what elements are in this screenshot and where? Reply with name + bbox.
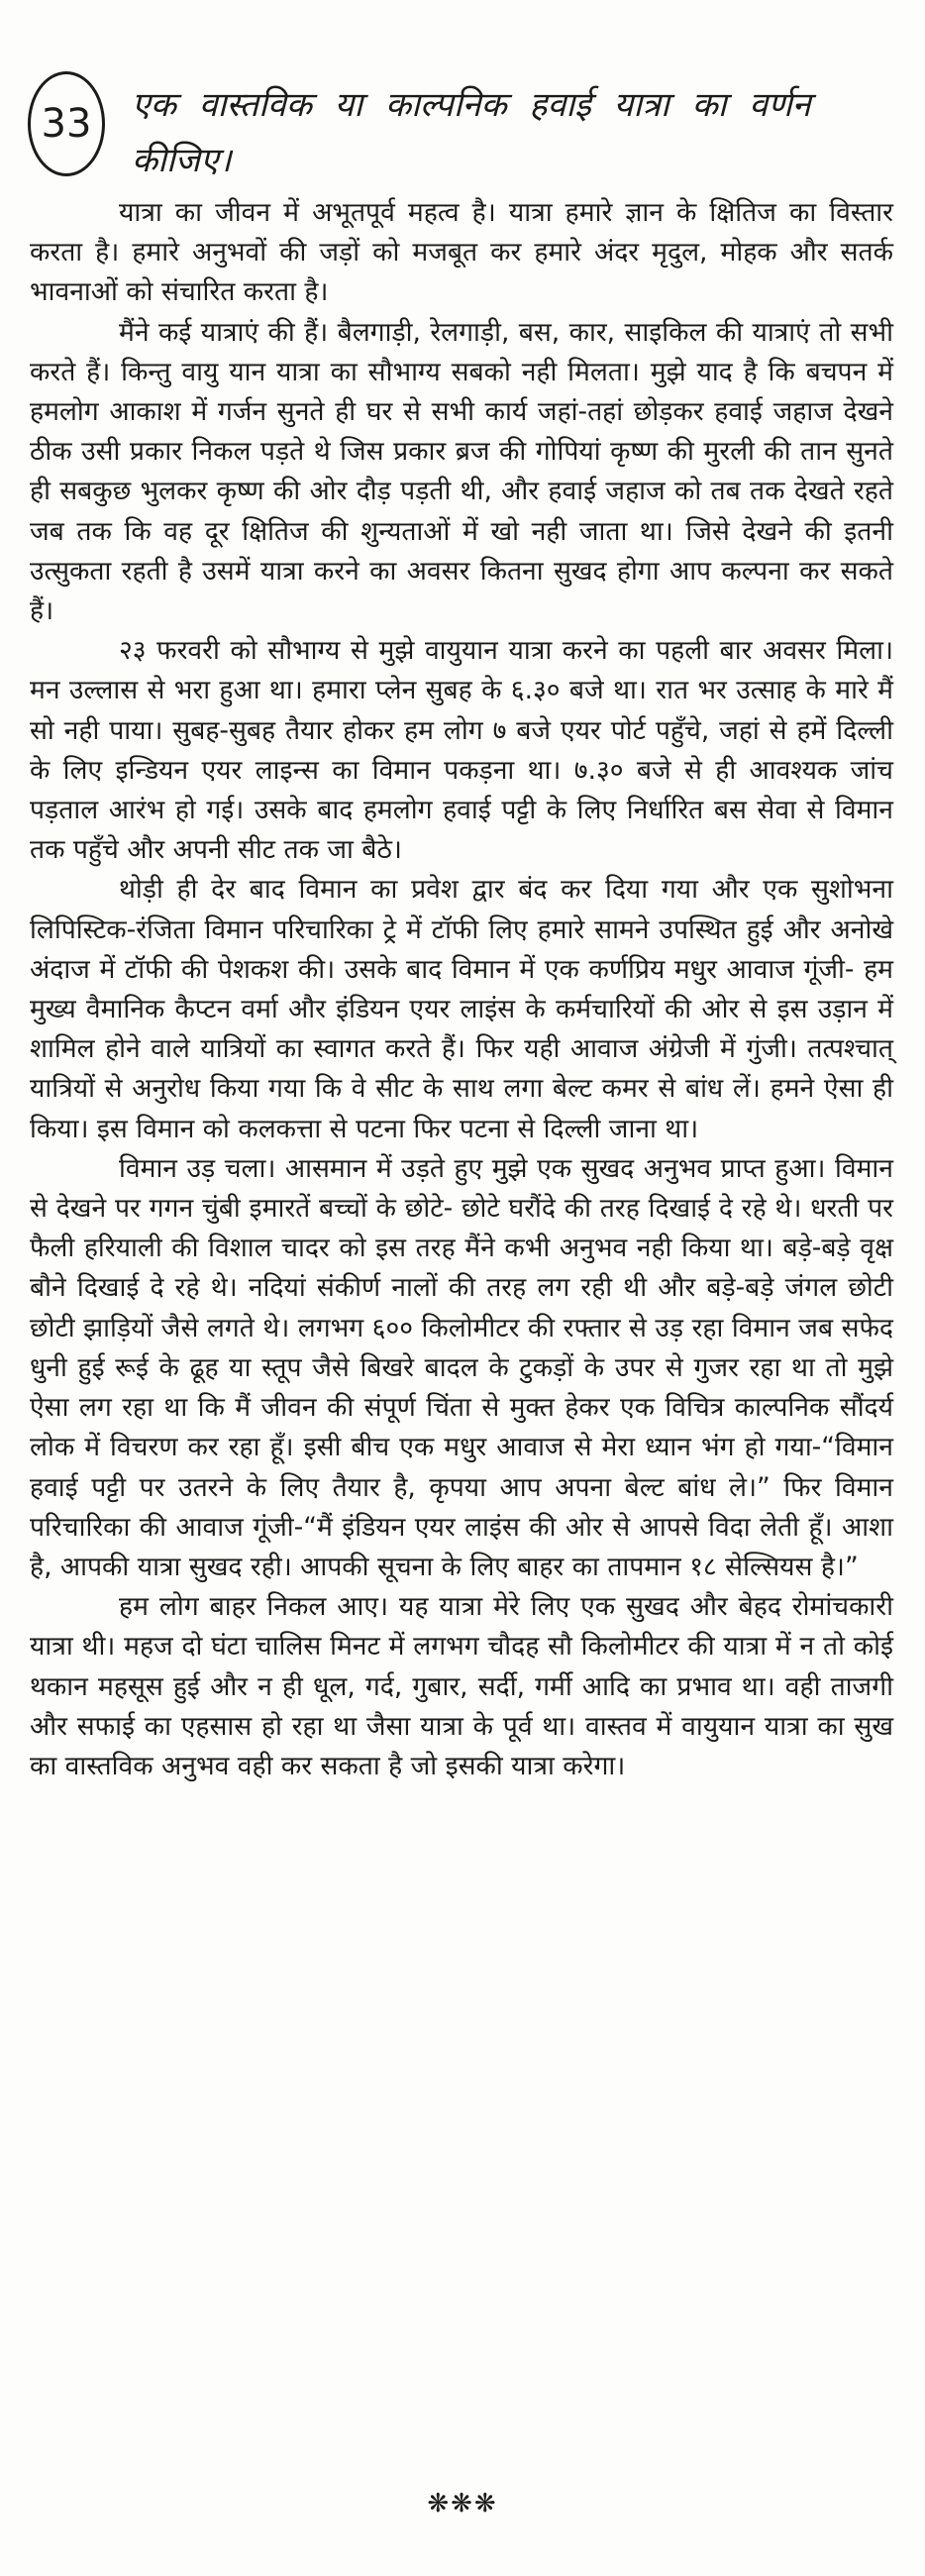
- paragraph-4: थोड़ी ही देर बाद विमान का प्रवेश द्वार बंद कर दिया गया और एक सुशोभना लिपिस्टिक-रंजिता विमान परिचारिका ट्रे में टॉफी लिए हमारे सामने उपस्थित हुई और अनोखे अंदाज में टॉफी की पेशकश की। उसके बाद विमान में एक कर्णप्रिय मधुर आवाज गूंजी- हम मुख्य वैमानिक कैप्टन वर्मा और इंडियन एयर लाइंस के कर्मचारियों की ओर से इस उड़ान में शामिल होने वाले यात्रियों का स्वागत करते हैं। फिर यही आवाज अंग्रेजी में गुंजी। तत्पश्चात् यात्रियों से अनुरोध किया गया कि वे सीट के साथ लगा बेल्ट कमर से बांध लें। हमने ऐसा ही किया। इस विमान को कलकत्ता से पटना फिर पटना से दिल्ली जाना था।: [30, 874, 893, 1144]
- end-ornament: ❋❋❋: [427, 2489, 498, 2519]
- essay-header: [28, 71, 899, 190]
- paragraph-1: यात्रा का जीवन में अभूतपूर्व महत्व है। यात्रा हमारे ज्ञान के क्षितिज का विस्तार करता है। हमारे अनुभवों की जड़ों को मजबूत कर हमारे अंदर मृदुल, मोहक और सतर्क भावनाओं को संचारित करता है।: [30, 197, 893, 308]
- paragraph-2: मैंने कई यात्राएं की हैं। बैलगाड़ी, रेलगाड़ी, बस, कार, साइकिल की यात्राएं तो सभी करते हैं। किन्तु वायु यान यात्रा का सौभाग्य सबको नही मिलता। मुझे याद है कि बचपन में हमलोग आकाश में गर्जन सुनते ही घर से सभी कार्य जहां-तहां छोड़कर हवाई जहाज देखने ठीक उसी प्रकार निकल पड़ते थे जिस प्रकार ब्रज की गोपियां कृष्ण की मुरली की तान सुनते ही सबकुछ भुलकर कृष्ण की ओर दौड़ पड़ती थी, और हवाई जहाज को तब तक देखते रहते जब तक कि वह दूर क्षितिज की शुन्यताओं में खो नही जाता था। जिसे देखने की इतनी उत्सुकता रहती है उसमें यात्रा करने का अवसर कितना सुखद होगा आप कल्पना कर सकते हैं।: [30, 316, 893, 627]
- essay-number: 33: [41, 101, 92, 147]
- essay-body: [30, 193, 893, 1786]
- paragraph-6: हम लोग बाहर निकल आए। यह यात्रा मेरे लिए एक सुखद और बेहद रोमांचकारी यात्रा थी। महज दो घंटा चालिस मिनट में लगभग चौदह सौ किलोमीटर की यात्रा में न तो कोई थकान महसूस हुई और न ही धूल, गर्द, गुबार, सर्दी, गर्मी आदि का प्रभाव था। वही ताजगी और सफाई का एहसास हो रहा था जैसा यात्रा के पूर्व था। वास्तव में वायुयान यात्रा का सुख का वास्तविक अनुभव वही कर सकता है जो इसकी यात्रा करेगा।: [30, 1591, 893, 1781]
- paragraph-3: २३ फरवरी को सौभाग्य से मुझे वायुयान यात्रा करने का पहली बार अवसर मिला। मन उल्लास से भरा हुआ था। हमारा प्लेन सुबह के ६.३० बजे था। रात भर उत्साह के मारे मैं सो नही पाया। सुबह-सुबह तैयार होकर हम लोग ७ बजे एयर पोर्ट पहुँचे, जहां से हमें दिल्ली के लिए इन्डियन एयर लाइन्स का विमान पकड़ना था। ७.३० बजे से ही आवश्यक जांच पड़ताल आरंभ हो गई। उसके बाद हमलोग हवाई पट्टी के लिए निर्धारित बस सेवा से विमान तक पहुँचे और अपनी सीट तक जा बैठे।: [30, 635, 893, 866]
- essay-title: एक वास्तविक या काल्पनिक हवाई यात्रा का वर्णन कीजिए।: [132, 85, 811, 180]
- essay-number-badge: [28, 71, 105, 176]
- paragraph-5: विमान उड़ चला। आसमान में उड़ते हुए मुझे एक सुखद अनुभव प्राप्त हुआ। विमान से देखने पर गगन चुंबी इमारतें बच्चों के छोटे- छोटे घरौंदे की तरह दिखाई दे रहे थे। धरती पर फैली हरियाली की विशाल चादर को इस तरह मैंने कभी अनुभव नही किया था। बड़े-बड़े वृक्ष बौने दिखाई दे रहे थे। नदियां संकीर्ण नालों की तरह लग रही थी और बड़े-बड़े जंगल छोटी छोटी झाड़ियों जैसे लगते थे। लगभग ६०० किलोमीटर की रफ्तार से उड़ रहा विमान जब सफेद धुनी हुई रूई के ढूह या स्तूप जैसे बिखरे बादल के टुकड़ों के उपर से गुजर रहा था तो मुझे ऐसा लग रहा था कि मैं जीवन की संपूर्ण चिंता से मुक्त हेकर एक विचित्र काल्पनिक सौंदर्य लोक में विचरण कर रहा हूँ। इसी बीच एक मधुर आवाज से मेरा ध्यान भंग हो गया-“विमान हवाई पट्टी पर उतरने के लिए तैयार है, कृपया आप अपना बेल्ट बांध ले।” फिर विमान परिचारिका की आवाज गूंजी-“मैं इंडियन एयर लाइंस की ओर से आपसे विदा लेती हूँ। आशा है, आपकी यात्रा सुखद रही। आपकी सूचना के लिए बाहर का तापमान १८ सेल्सियस है।”: [30, 1152, 893, 1582]
